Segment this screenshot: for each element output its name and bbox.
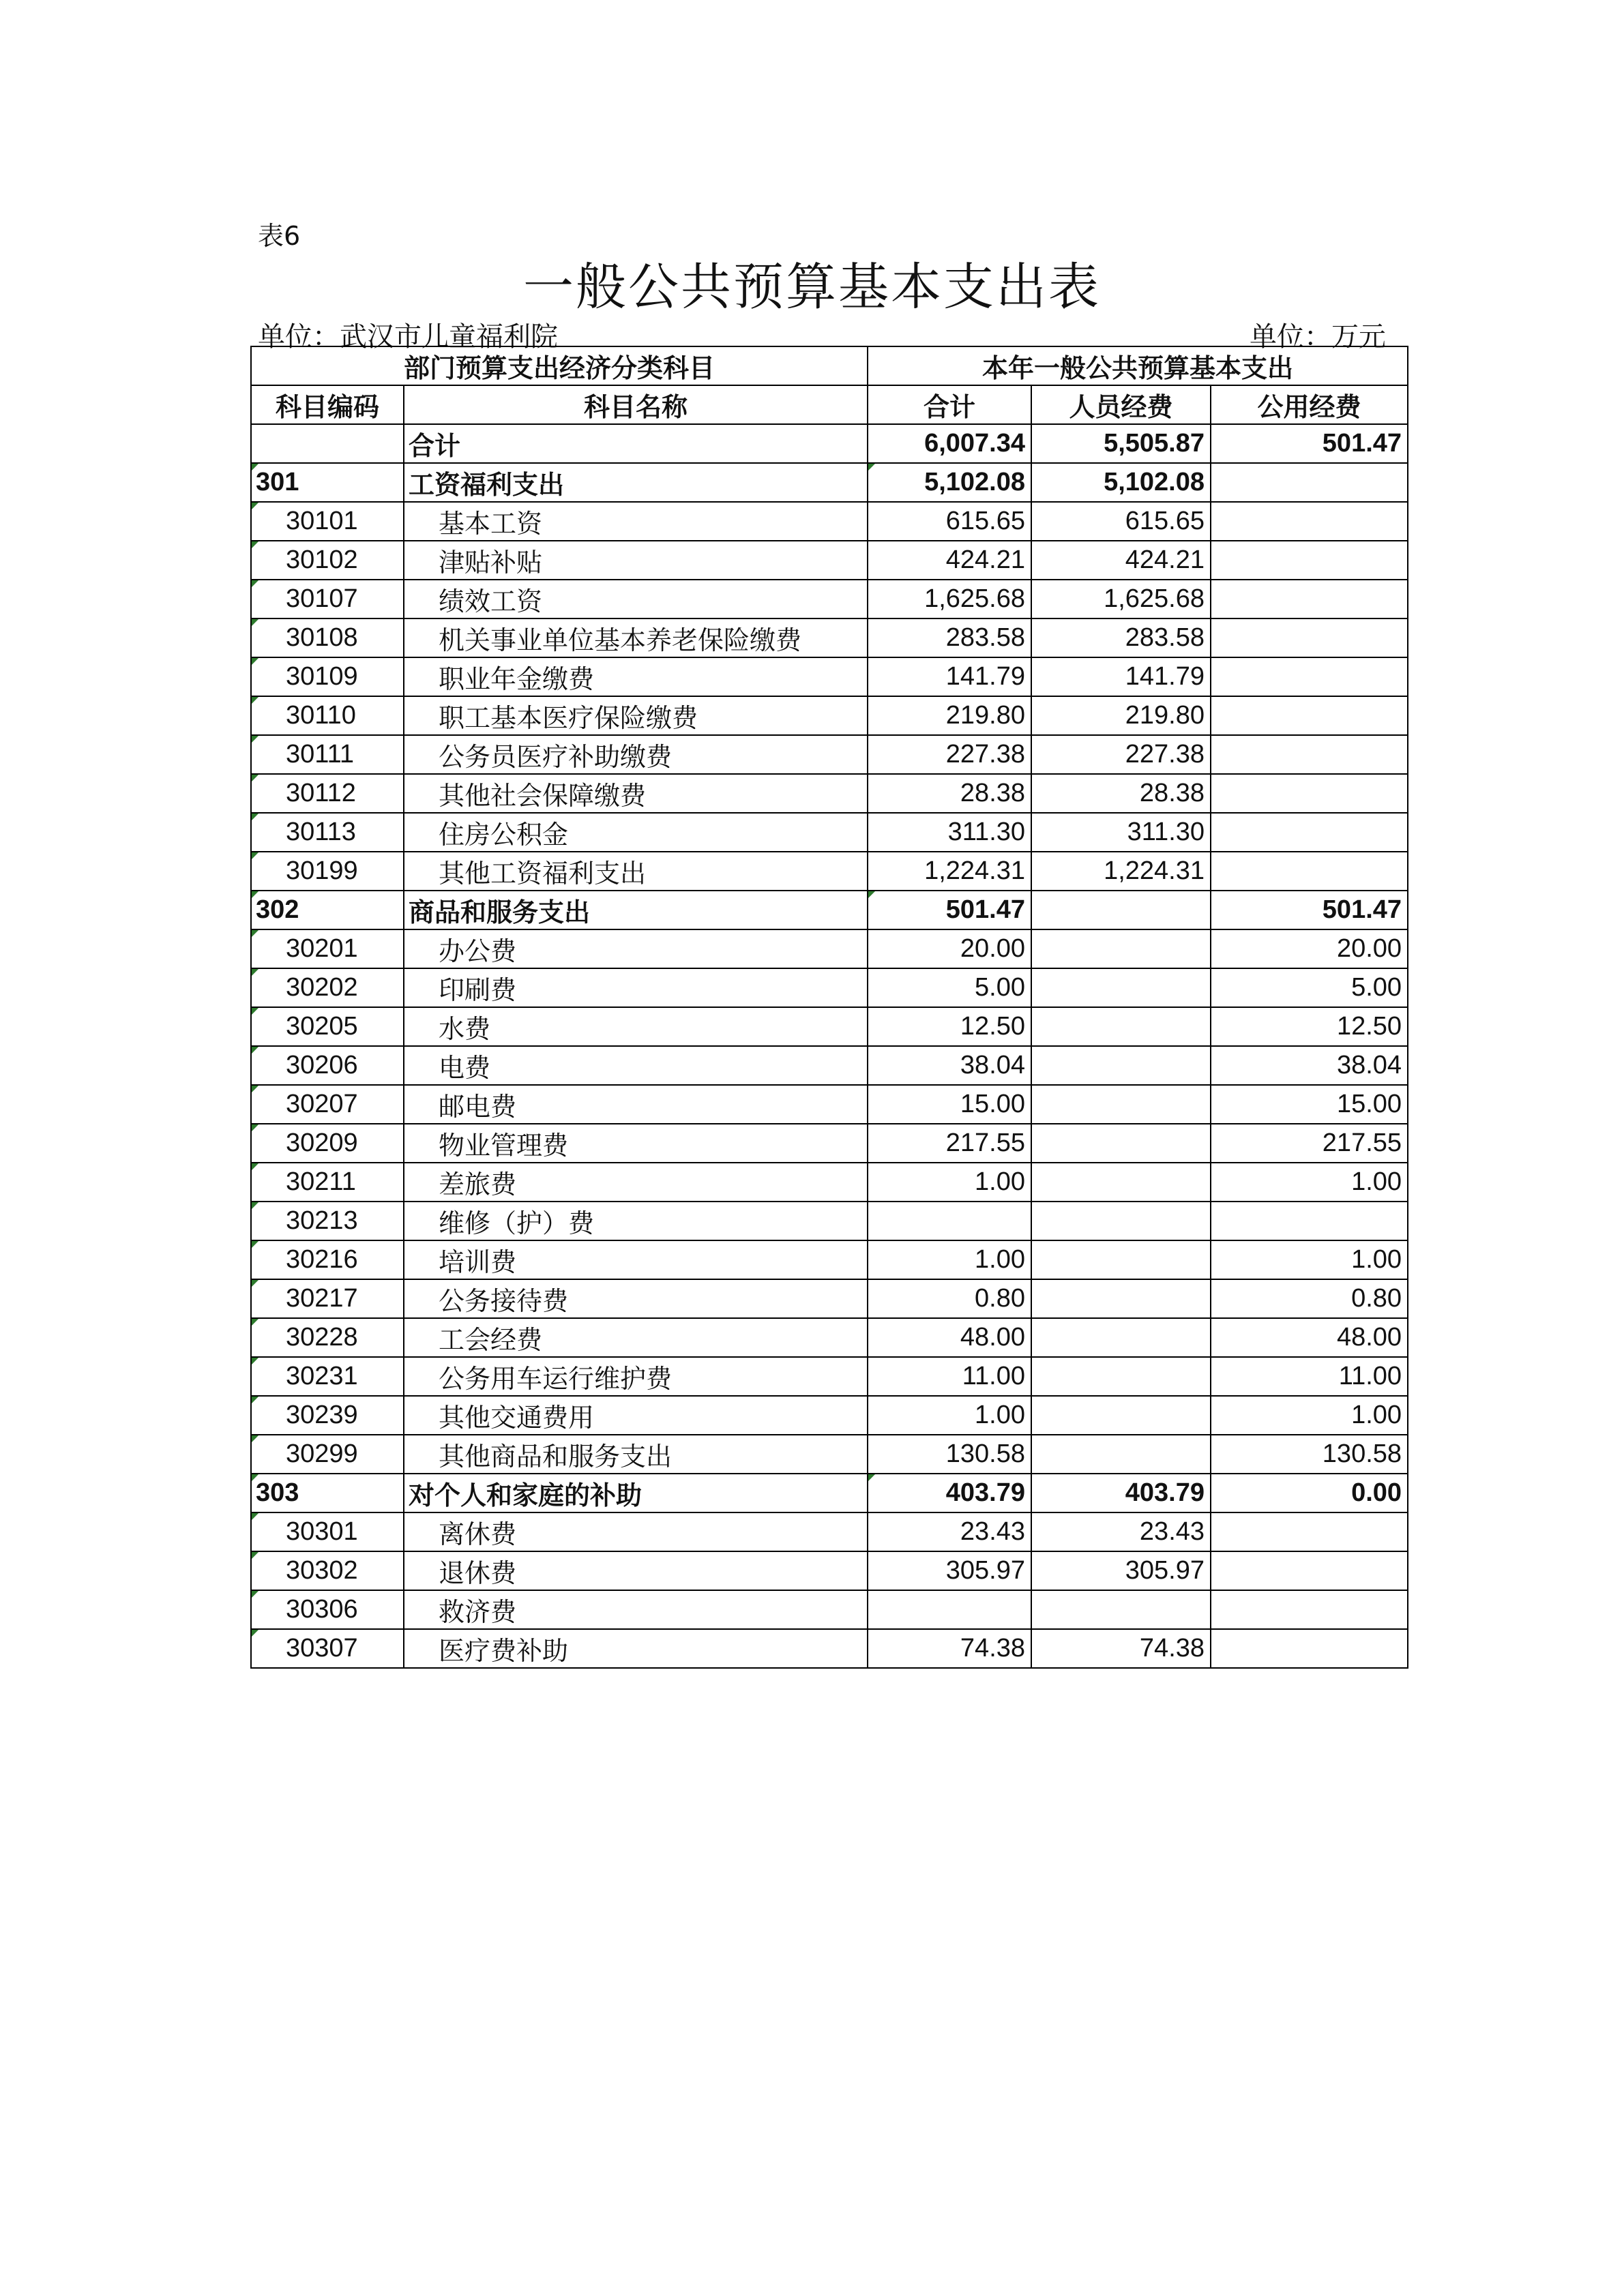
table-row [251,541,1408,580]
cell-name: 公务用车运行维护费 [404,1357,868,1396]
cell-public: 20.00 [1211,929,1408,968]
cell-name: 维修（护）费 [404,1202,868,1240]
cell-total: 615.65 [868,502,1031,541]
table-row [251,1046,1408,1085]
header-personnel: 人员经费 [1031,385,1211,424]
cell-public [1211,696,1408,735]
cell-personnel [1031,1124,1211,1163]
cell-total: 0.80 [868,1279,1031,1318]
cell-code: 30211 [251,1163,404,1202]
table-row [251,1590,1408,1629]
cell-name: 其他社会保障缴费 [404,774,868,813]
cell-public: 15.00 [1211,1085,1408,1124]
cell-public [1211,580,1408,618]
cell-public: 501.47 [1211,891,1408,929]
cell-code: 30108 [251,618,404,657]
cell-name: 办公费 [404,929,868,968]
cell-code: 30113 [251,813,404,852]
cell-public: 217.55 [1211,1124,1408,1163]
cell-personnel [1031,1279,1211,1318]
cell-code: 30306 [251,1590,404,1629]
table-row [251,735,1408,774]
table-row [251,1396,1408,1435]
cell-name: 水费 [404,1007,868,1046]
cell-public [1211,1202,1408,1240]
cell-public: 48.00 [1211,1318,1408,1357]
header-code: 科目编码 [251,385,404,424]
cell-total: 130.58 [868,1435,1031,1474]
cell-name: 职业年金缴费 [404,657,868,696]
cell-code: 30202 [251,968,404,1007]
table-row [251,657,1408,696]
cell-public: 11.00 [1211,1357,1408,1396]
cell-total: 5,102.08 [868,463,1031,502]
cell-code: 30302 [251,1551,404,1590]
cell-public [1211,541,1408,580]
cell-code: 30216 [251,1240,404,1279]
cell-code: 30228 [251,1318,404,1357]
cell-total: 1.00 [868,1240,1031,1279]
cell-personnel [1031,1590,1211,1629]
cell-total: 48.00 [868,1318,1031,1357]
cell-public [1211,1551,1408,1590]
table-row [251,1240,1408,1279]
cell-public: 501.47 [1211,424,1408,463]
cell-name: 对个人和家庭的补助 [404,1474,868,1512]
table-row [251,813,1408,852]
cell-name: 商品和服务支出 [404,891,868,929]
cell-personnel: 5,505.87 [1031,424,1211,463]
cell-personnel [1031,1240,1211,1279]
cell-total: 501.47 [868,891,1031,929]
cell-total: 11.00 [868,1357,1031,1396]
table-number: 表6 [258,221,301,251]
cell-public: 130.58 [1211,1435,1408,1474]
cell-code: 30111 [251,735,404,774]
cell-name: 退休费 [404,1551,868,1590]
cell-total: 283.58 [868,618,1031,657]
table-row [251,891,1408,929]
cell-personnel: 403.79 [1031,1474,1211,1512]
table-row [251,424,1408,463]
cell-name: 物业管理费 [404,1124,868,1163]
table-row [251,1202,1408,1240]
table-row [251,929,1408,968]
cell-total: 28.38 [868,774,1031,813]
cell-name: 公务接待费 [404,1279,868,1318]
cell-code: 301 [251,463,404,502]
cell-public: 1.00 [1211,1240,1408,1279]
cell-code: 30299 [251,1435,404,1474]
cell-code: 30217 [251,1279,404,1318]
cell-code: 30112 [251,774,404,813]
cell-personnel: 283.58 [1031,618,1211,657]
cell-personnel: 1,224.31 [1031,852,1211,891]
cell-personnel [1031,1007,1211,1046]
cell-name: 培训费 [404,1240,868,1279]
cell-personnel: 141.79 [1031,657,1211,696]
cell-public [1211,1512,1408,1551]
cell-public [1211,774,1408,813]
cell-personnel: 74.38 [1031,1629,1211,1668]
cell-total: 424.21 [868,541,1031,580]
cell-personnel: 1,625.68 [1031,580,1211,618]
cell-public [1211,1590,1408,1629]
cell-name: 机关事业单位基本养老保险缴费 [404,618,868,657]
table-row [251,1124,1408,1163]
cell-code: 30301 [251,1512,404,1551]
cell-name: 救济费 [404,1590,868,1629]
cell-total: 5.00 [868,968,1031,1007]
header-public: 公用经费 [1211,385,1408,424]
cell-public [1211,735,1408,774]
header-group-row [251,346,1408,385]
cell-code: 30109 [251,657,404,696]
cell-total: 23.43 [868,1512,1031,1551]
cell-total [868,1202,1031,1240]
cell-total: 1,625.68 [868,580,1031,618]
header-group-right: 本年一般公共预算基本支出 [868,346,1408,385]
cell-personnel [1031,1318,1211,1357]
cell-personnel: 219.80 [1031,696,1211,735]
cell-code: 30206 [251,1046,404,1085]
page-title: 一般公共预算基本支出表 [523,258,1101,316]
cell-public: 1.00 [1211,1163,1408,1202]
cell-personnel: 5,102.08 [1031,463,1211,502]
table-row [251,1629,1408,1668]
cell-personnel: 23.43 [1031,1512,1211,1551]
table-row [251,1551,1408,1590]
cell-code: 30207 [251,1085,404,1124]
cell-total: 20.00 [868,929,1031,968]
cell-total: 15.00 [868,1085,1031,1124]
cell-total: 1.00 [868,1396,1031,1435]
cell-public: 12.50 [1211,1007,1408,1046]
cell-total [868,1590,1031,1629]
cell-total: 305.97 [868,1551,1031,1590]
cell-public: 38.04 [1211,1046,1408,1085]
table-row [251,968,1408,1007]
cell-total: 141.79 [868,657,1031,696]
table-row [251,502,1408,541]
table-row [251,463,1408,502]
cell-code: 30102 [251,541,404,580]
cell-personnel: 227.38 [1031,735,1211,774]
cell-public: 0.80 [1211,1279,1408,1318]
cell-name: 其他工资福利支出 [404,852,868,891]
cell-total: 12.50 [868,1007,1031,1046]
table-row [251,1357,1408,1396]
table-row [251,1512,1408,1551]
cell-personnel: 311.30 [1031,813,1211,852]
table-row [251,774,1408,813]
unit-currency: 单位：万元 [1250,321,1386,353]
cell-personnel [1031,1163,1211,1202]
cell-name: 其他商品和服务支出 [404,1435,868,1474]
table-row [251,696,1408,735]
cell-name: 绩效工资 [404,580,868,618]
cell-personnel [1031,968,1211,1007]
cell-total: 227.38 [868,735,1031,774]
cell-public [1211,1629,1408,1668]
cell-name: 医疗费补助 [404,1629,868,1668]
cell-code: 30231 [251,1357,404,1396]
cell-code: 30307 [251,1629,404,1668]
cell-code [251,424,404,463]
header-column-row [251,385,1408,424]
table-row [251,1279,1408,1318]
table-row [251,1163,1408,1202]
cell-name: 工会经费 [404,1318,868,1357]
cell-personnel [1031,1435,1211,1474]
cell-public [1211,463,1408,502]
cell-public: 5.00 [1211,968,1408,1007]
cell-public [1211,657,1408,696]
unit-organization: 单位：武汉市儿童福利院 [258,321,558,353]
cell-personnel [1031,1085,1211,1124]
table-row [251,618,1408,657]
cell-name: 离休费 [404,1512,868,1551]
cell-public [1211,502,1408,541]
table-row [251,852,1408,891]
cell-personnel [1031,1357,1211,1396]
cell-personnel: 305.97 [1031,1551,1211,1590]
table-row [251,1474,1408,1512]
cell-personnel [1031,1046,1211,1085]
cell-code: 30101 [251,502,404,541]
cell-code: 303 [251,1474,404,1512]
cell-code: 30239 [251,1396,404,1435]
cell-public [1211,852,1408,891]
cell-name: 公务员医疗补助缴费 [404,735,868,774]
cell-code: 30205 [251,1007,404,1046]
cell-personnel [1031,1396,1211,1435]
cell-total: 311.30 [868,813,1031,852]
table-row [251,1085,1408,1124]
cell-name: 其他交通费用 [404,1396,868,1435]
cell-code: 302 [251,891,404,929]
table-row [251,1318,1408,1357]
cell-total: 38.04 [868,1046,1031,1085]
cell-personnel: 424.21 [1031,541,1211,580]
cell-name: 印刷费 [404,968,868,1007]
cell-code: 30107 [251,580,404,618]
cell-total: 1,224.31 [868,852,1031,891]
cell-name: 邮电费 [404,1085,868,1124]
cell-name: 住房公积金 [404,813,868,852]
cell-personnel [1031,1202,1211,1240]
cell-name: 合计 [404,424,868,463]
cell-code: 30213 [251,1202,404,1240]
cell-public: 1.00 [1211,1396,1408,1435]
cell-code: 30199 [251,852,404,891]
cell-name: 工资福利支出 [404,463,868,502]
cell-code: 30110 [251,696,404,735]
table-row [251,1007,1408,1046]
cell-total: 1.00 [868,1163,1031,1202]
cell-public [1211,618,1408,657]
cell-name: 基本工资 [404,502,868,541]
cell-total: 403.79 [868,1474,1031,1512]
cell-public [1211,813,1408,852]
cell-personnel: 615.65 [1031,502,1211,541]
table-row [251,580,1408,618]
cell-code: 30201 [251,929,404,968]
header-group-left: 部门预算支出经济分类科目 [251,346,868,385]
cell-total: 219.80 [868,696,1031,735]
cell-name: 电费 [404,1046,868,1085]
cell-total: 6,007.34 [868,424,1031,463]
cell-name: 津贴补贴 [404,541,868,580]
header-name: 科目名称 [404,385,868,424]
cell-name: 职工基本医疗保险缴费 [404,696,868,735]
cell-personnel [1031,891,1211,929]
cell-personnel [1031,929,1211,968]
table-row [251,1435,1408,1474]
cell-public: 0.00 [1211,1474,1408,1512]
header-total: 合计 [868,385,1031,424]
budget-table [250,346,1408,1669]
cell-total: 217.55 [868,1124,1031,1163]
cell-personnel: 28.38 [1031,774,1211,813]
cell-code: 30209 [251,1124,404,1163]
cell-total: 74.38 [868,1629,1031,1668]
cell-name: 差旅费 [404,1163,868,1202]
